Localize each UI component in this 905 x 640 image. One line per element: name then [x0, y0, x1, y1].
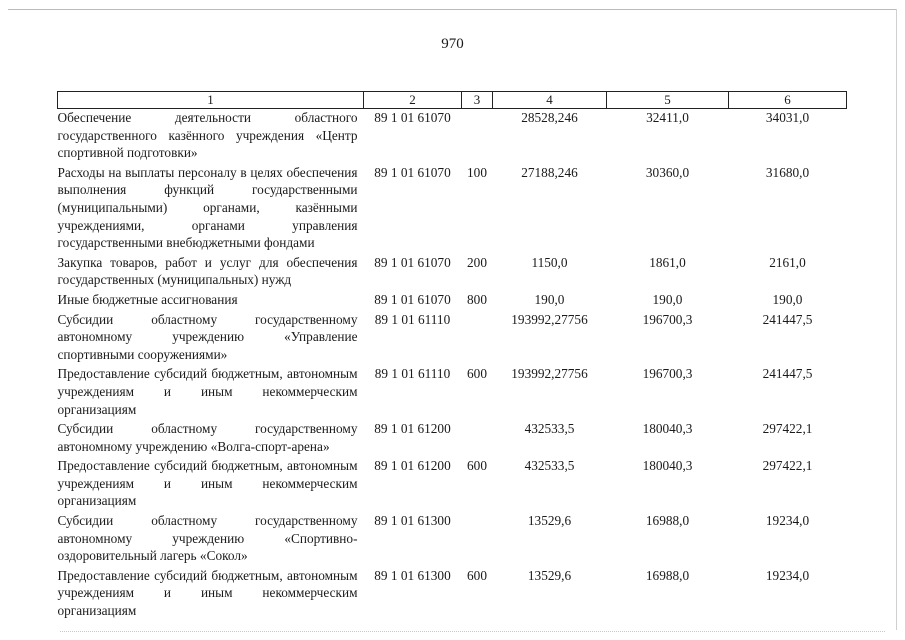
row-name: Субсидии областному государственному автономному учреждению «Спортивно-оздоровительный лагерь «Сокол» [57, 513, 358, 564]
row-code: 89 1 01 61200 [374, 421, 451, 437]
row-value-col-6: 19234,0 [765, 513, 810, 529]
row-value-col-5: 180040,3 [642, 458, 693, 474]
table-row [58, 291, 847, 311]
row-code: 89 1 01 61070 [374, 164, 451, 180]
row-value-col-4: 432533,5 [524, 421, 575, 437]
page-border-right [896, 9, 897, 630]
row-value-col-5: 16988,0 [645, 567, 690, 583]
row-value-col-5: 30360,0 [645, 164, 690, 180]
row-value-col-6: 190,0 [772, 291, 803, 307]
row-value-col-5: 190,0 [652, 291, 683, 307]
table-row [58, 420, 847, 457]
row-value-col-6: 31680,0 [765, 164, 810, 180]
row-expense-type: 200 [467, 254, 487, 270]
row-name: Субсидии областному государственному автономному учреждению «Управление спортивными сооружениями» [57, 311, 358, 362]
row-value-col-6: 2161,0 [769, 254, 806, 270]
row-expense-type: 100 [467, 164, 487, 180]
row-value-col-4: 13529,6 [527, 513, 572, 529]
table-row [58, 567, 847, 622]
page-number: 970 [441, 36, 464, 52]
row-code: 89 1 01 61200 [374, 458, 451, 474]
row-code: 89 1 01 61300 [374, 513, 451, 529]
row-name: Обеспечение деятельности областного государственного казённого учреждения «Центр спортивной подготовки» [57, 110, 358, 161]
row-expense-type [462, 109, 493, 164]
row-expense-type [462, 420, 493, 457]
header-col-2: 2 [364, 92, 462, 109]
row-value-col-6: 241447,5 [762, 311, 813, 327]
row-value-col-4: 1150,0 [531, 254, 568, 270]
row-value-col-4: 193992,27756 [511, 311, 588, 327]
row-value-col-4: 27188,246 [521, 164, 578, 180]
row-name: Закупка товаров, работ и услуг для обеспечения государственных (муниципальных) нужд [57, 254, 358, 288]
row-value-col-6: 34031,0 [765, 110, 810, 125]
row-value-col-5: 16988,0 [645, 513, 690, 529]
row-value-col-4: 193992,27756 [511, 366, 588, 382]
budget-table [57, 91, 847, 622]
row-code: 89 1 01 61070 [374, 110, 451, 125]
header-col-1: 1 [58, 92, 364, 109]
row-value-col-6: 297422,1 [762, 458, 813, 474]
row-value-col-5: 196700,3 [642, 366, 693, 382]
row-value-col-5: 196700,3 [642, 311, 693, 327]
row-expense-type [462, 512, 493, 567]
table-row [58, 164, 847, 254]
row-name: Предоставление субсидий бюджетным, автономным учреждениям и иным некоммерческим организациям [57, 366, 358, 417]
header-col-6: 6 [729, 92, 847, 109]
row-expense-type: 600 [467, 567, 487, 583]
row-code: 89 1 01 61110 [374, 311, 451, 327]
row-expense-type: 600 [467, 458, 487, 474]
row-expense-type: 800 [467, 291, 487, 307]
row-value-col-5: 180040,3 [642, 421, 693, 437]
row-expense-type: 600 [467, 366, 487, 382]
row-name: Иные бюджетные ассигнования [57, 291, 238, 307]
table-row [58, 311, 847, 366]
row-value-col-4: 13529,6 [527, 567, 572, 583]
row-code: 89 1 01 61110 [374, 366, 451, 382]
page-border-top [8, 9, 897, 10]
row-name: Расходы на выплаты персоналу в целях обеспечения выполнения функций государственными (муниципальными) органами, казёнными учреждениями, органами управления государственными внебюджетными фондами [57, 164, 358, 251]
table-row [58, 457, 847, 512]
row-code: 89 1 01 61070 [374, 254, 451, 270]
table-row [58, 254, 847, 291]
row-code: 89 1 01 61070 [374, 291, 451, 307]
row-name: Предоставление субсидий бюджетным, автономным учреждениям и иным некоммерческим организациям [57, 567, 358, 619]
table-header-row [58, 92, 847, 109]
row-code: 89 1 01 61300 [374, 567, 451, 583]
row-value-col-4: 28528,246 [521, 110, 578, 125]
row-value-col-6: 241447,5 [762, 366, 813, 382]
table-row [58, 109, 847, 164]
table-row [58, 365, 847, 420]
header-col-5: 5 [607, 92, 729, 109]
row-value-col-5: 32411,0 [646, 110, 689, 125]
row-value-col-4: 190,0 [534, 291, 565, 307]
row-value-col-4: 432533,5 [524, 458, 575, 474]
header-col-4: 4 [493, 92, 607, 109]
page-bottom-rule [60, 631, 885, 632]
header-col-3: 3 [462, 92, 493, 109]
row-expense-type [462, 311, 493, 366]
table-row [58, 512, 847, 567]
row-value-col-5: 1861,0 [649, 254, 686, 270]
row-value-col-6: 19234,0 [765, 567, 810, 583]
row-name: Субсидии областному государственному автономному учреждению «Волга-спорт-арена» [57, 421, 358, 454]
row-name: Предоставление субсидий бюджетным, автономным учреждениям и иным некоммерческим организациям [57, 458, 358, 509]
row-value-col-6: 297422,1 [762, 421, 813, 437]
